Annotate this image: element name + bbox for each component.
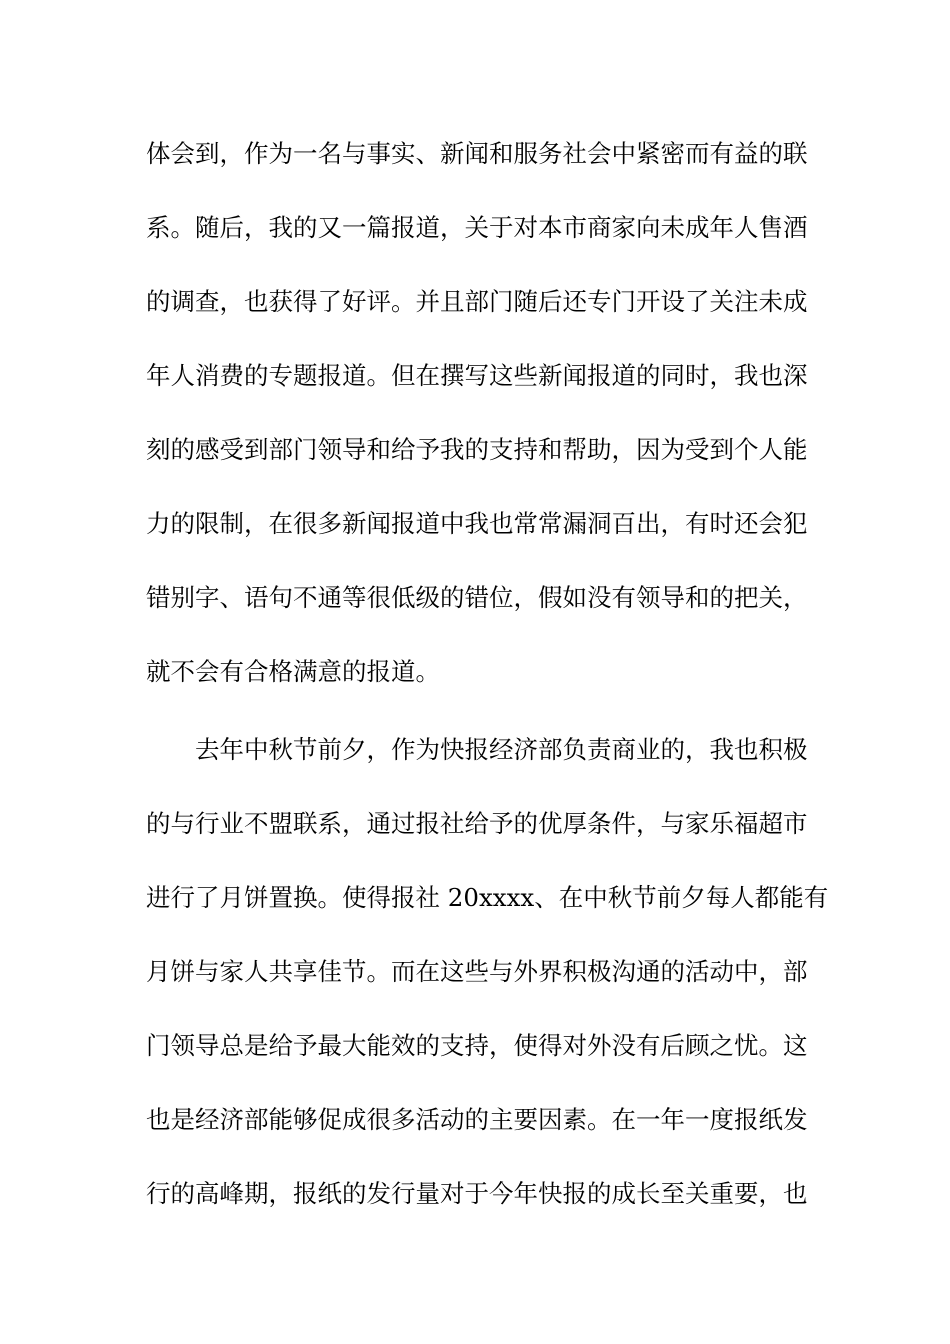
paragraph-1-line-1: 体会到，作为一名与事实、新闻和服务社会中紧密而有益的联 xyxy=(146,139,808,168)
paragraph-2-line-3: 进行了月饼置换。使得报社 20xxxx、在中秋节前夕每人都能有 xyxy=(146,883,829,912)
paragraph-2-line-4: 月饼与家人共享佳节。而在这些与外界积极沟通的活动中，部 xyxy=(146,957,808,986)
paragraph-2-line-2: 的与行业不盟联系，通过报社给予的优厚条件，与家乐福超市 xyxy=(146,809,808,838)
paragraph-1-line-5: 刻的感受到部门领导和给予我的支持和帮助，因为受到个人能 xyxy=(146,435,808,464)
paragraph-1-line-7: 错别字、语句不通等很低级的错位，假如没有领导和的把关， xyxy=(146,583,808,612)
paragraph-2-line-5: 门领导总是给予最大能效的支持，使得对外没有后顾之忧。这 xyxy=(146,1031,808,1060)
paragraph-2-line-1: 去年中秋节前夕，作为快报经济部负责商业的，我也积极 xyxy=(195,735,808,764)
paragraph-1-line-3: 的调查，也获得了好评。并且部门随后还专门开设了关注未成 xyxy=(146,287,808,316)
paragraph-1-line-8: 就不会有合格满意的报道。 xyxy=(146,657,440,686)
paragraph-1-line-4: 年人消费的专题报道。但在撰写这些新闻报道的同时，我也深 xyxy=(146,361,808,390)
paragraph-1-line-2: 系。随后，我的又一篇报道，关于对本市商家向未成年人售酒 xyxy=(146,213,808,242)
paragraph-1-line-6: 力的限制，在很多新闻报道中我也常常漏洞百出，有时还会犯 xyxy=(146,509,808,538)
paragraph-2-line-6: 也是经济部能够促成很多活动的主要因素。在一年一度报纸发 xyxy=(146,1105,808,1134)
paragraph-2-line-7: 行的高峰期，报纸的发行量对于今年快报的成长至关重要，也 xyxy=(146,1179,808,1208)
